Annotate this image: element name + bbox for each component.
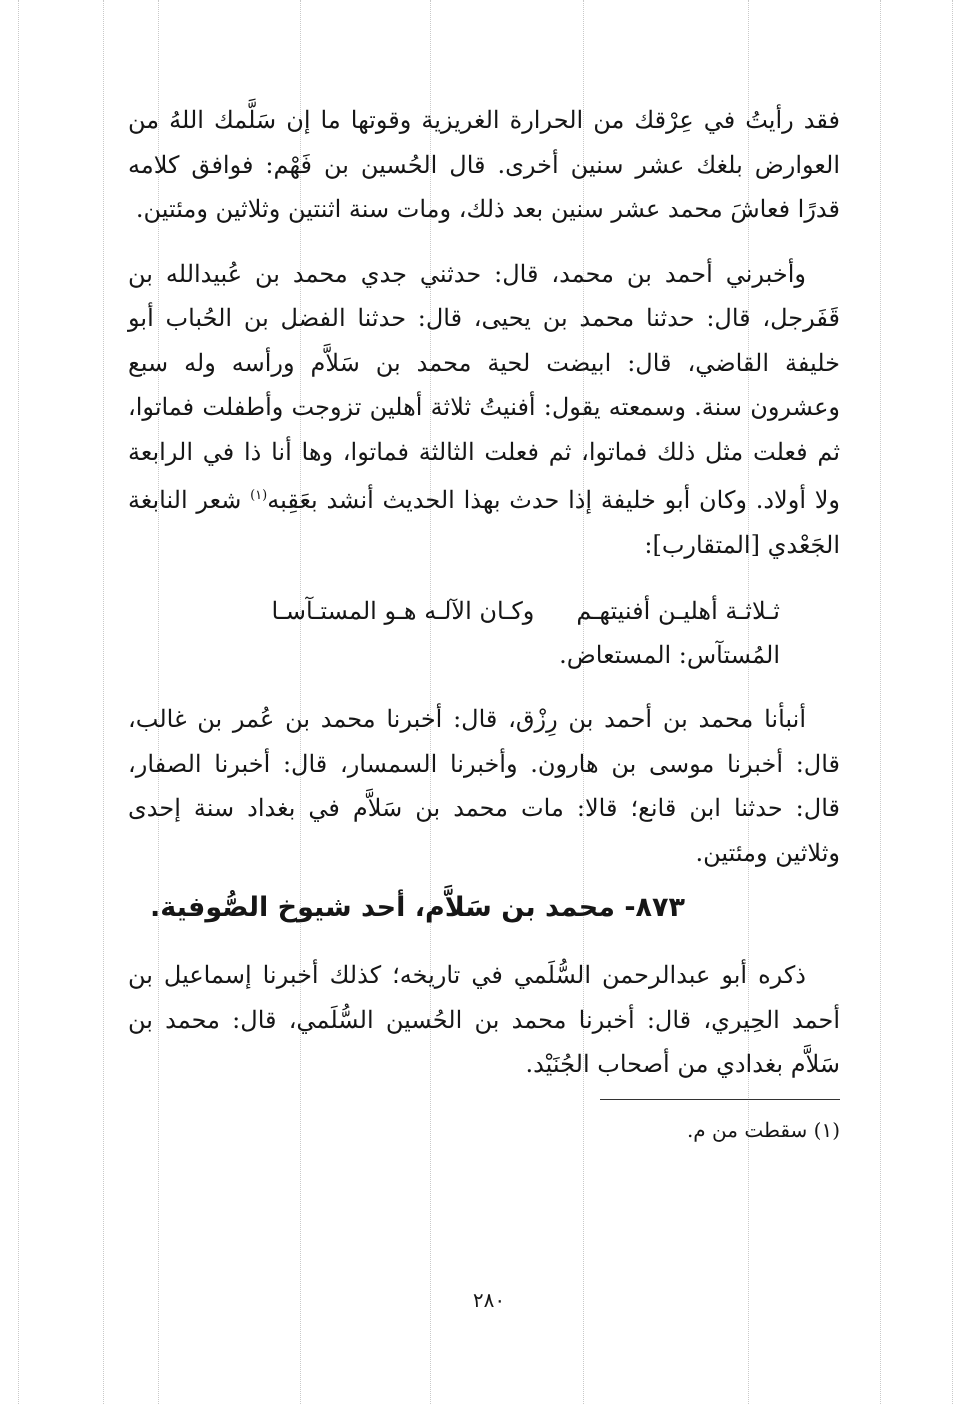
paragraph-1: فقد رأيتُ في عِرْقك من الحرارة الغريزية وقوتها ما إن سَلَّمك اللهُ من العوارض بلغك عشر سنين أخرى. قال الحُسين بن فَهْم: فوافق كلامه قدرًا فعاشَ محمد عشر سنين بعد ذلك، ومات سنة اثنتين وثلاثين ومئتين.: [128, 106, 840, 223]
page-number: ٢٨٠: [472, 1288, 506, 1312]
paragraph-4: ذكره أبو عبدالرحمن السُّلَمي في تاريخه؛ كذلك أخبرنا إسماعيل بن أحمد الحِيري، قال: أخبرنا محمد بن الحُسين السُّلَمي، قال: محمد بن سَلاَّم بغدادي من أصحاب الجُنَيْد.: [128, 961, 840, 1078]
paragraph-2-text: وأخبرني أحمد بن محمد، قال: حدثني جدي محمد بن عُبيدالله بن قَفَرجل، قال: حدثنا محمد بن يحيى، قال: حدثنا الفضل بن الحُباب أبو خليفة القاضي، قال: ابيضت لحية محمد بن سَلاَّم ورأسه وله سبع وعشرون سنة. وسمعته يقول: أفنيتُ ثلاثة أهلين تزوجت وأطفلت فماتوا، ثم فعلت مثل ذلك فماتوا، ثم فعلت الثالثة فماتوا، وها أنا ذا في الرابعة ولا أولاد. وكان أبو خليفة إذا حدث بهذا الحديث أنشد بعَقِبه: [128, 259, 841, 514]
scan-guide-line: [880, 0, 881, 1404]
verse-hemistich-first: ثـلاثـة أهليـن أفنيتهـم: [576, 597, 780, 625]
paragraph-2-tail: شعر النابغة الجَعْدي [المتقارب]:: [128, 486, 840, 559]
verse-gloss: المُستآس: المستعاض.: [559, 641, 780, 669]
paragraph-3: أنبأنا محمد بن أحمد بن رِزْق، قال: أخبرنا محمد بن عُمر بن غالب، قال: أخبرنا موسى بن هارون. وأخبرنا السمسار، قال: أخبرنا الصفار، قال: حدثنا ابن قانع؛ قالا: مات محمد بن سَلاَّم في بغداد سنة إحدى وثلاثين ومئتين.: [128, 705, 840, 867]
verse-line: [128, 589, 780, 633]
footnote-reference: (١): [250, 488, 268, 503]
footnote: (١) سقطت من م.: [686, 1117, 840, 1142]
entry-heading: ٨٧٣- محمد بن سَلاَّم، أحد شيوخ الصُّوفية.: [150, 892, 685, 923]
scan-guide-line: [103, 0, 104, 1404]
verse-hemistich-second: وكـان الآلـه هـو المستـآسـا: [271, 597, 535, 625]
scan-guide-line: [18, 0, 19, 1404]
page-body: [128, 98, 840, 1148]
footnote-separator: [600, 1099, 840, 1100]
scan-guide-line: [952, 0, 953, 1404]
paragraph-2: [128, 252, 840, 568]
